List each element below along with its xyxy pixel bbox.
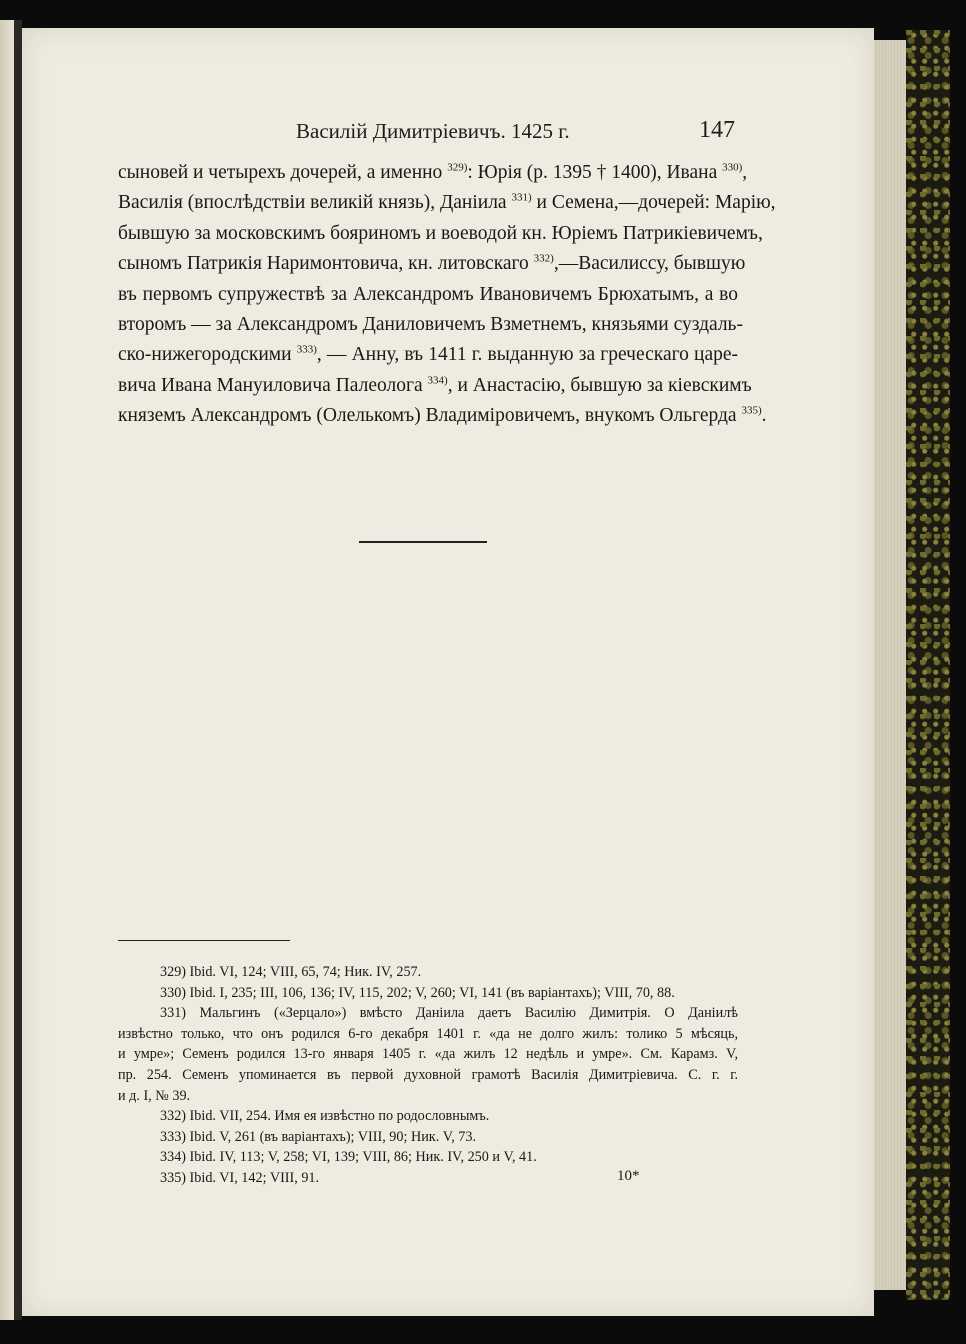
section-separator-rule xyxy=(359,541,487,543)
body-line: вича Ивана Мануиловича Палеолога $^{334)}$, и Анастасію, бывшую за кіевскимъ xyxy=(118,374,752,396)
page-stack-edge xyxy=(872,40,908,1290)
body-line: въ первомъ супружествѣ за Александромъ Ивановичемъ Брюхатымъ, а во xyxy=(118,283,738,305)
footnote-ref: 335) xyxy=(741,404,762,417)
body-line: сыномъ Патрикія Наримонтовича, кн. литовскаго $^{332)}$,—Василиссу, бывшую xyxy=(118,252,746,275)
book-spine xyxy=(14,20,22,1320)
footnote-331-cont: и умре»; Семенъ родился 13-го января 1405 г. «да жилъ 12 недѣль и умре». См. Карамз. V, xyxy=(118,1046,738,1063)
footnote-ref: 334) xyxy=(427,374,448,387)
footnotes-block xyxy=(118,962,738,1189)
footnote-331-cont: извѣстно только, что онъ родился 6-го декабря 1401 г. «да не долго жилъ: толико 5 мѣсяць, xyxy=(118,1025,738,1042)
page-number: 147 xyxy=(699,117,735,143)
body-paragraph xyxy=(118,158,776,432)
footnote-ref: 332) xyxy=(533,252,554,265)
footnote-329: 329) Ibid. VI, 124; VIII, 65, 74; Ник. IV, 257. xyxy=(160,964,422,980)
footnote-335: 335) Ibid. VI, 142; VIII, 91. xyxy=(160,1169,320,1186)
footnote-333: 333) Ibid. V, 261 (въ варіантахъ); VIII, 90; Ник. V, 73. xyxy=(160,1128,477,1145)
printer-signature-mark: 10* xyxy=(617,1168,640,1184)
left-page-edge xyxy=(0,20,14,1320)
body-line: второмъ — за Александромъ Даниловичемъ Взметнемъ, князьями суздаль- xyxy=(118,314,743,336)
footnote-ref: 333) xyxy=(296,343,317,356)
body-line: княземъ Александромъ (Олелькомъ) Владиміровичемъ, внукомъ Ольгерда $^{335)}$. xyxy=(118,404,767,427)
running-header-title: Василій Димитріевичъ. 1425 г. xyxy=(296,119,570,143)
marbled-cover-board xyxy=(906,30,950,1300)
footnote-ref: 330) xyxy=(722,161,743,174)
footnote-330: 330) Ibid. I, 235; III, 106, 136; IV, 115, 202; V, 260; VI, 141 (въ варіантахъ); VIII, 70, 88. xyxy=(160,984,675,1001)
footnote-332: 332) Ibid. VII, 254. Имя ея извѣстно по родословнымъ. xyxy=(160,1108,490,1125)
body-line: ско-нижегородскими $^{333)}$, — Анну, въ 1411 г. выданную за греческаго царе- xyxy=(118,343,738,366)
footnote-331-cont: пр. 254. Семенъ упоминается въ первой духовной грамотѣ Василія Димитріевича. С. г. г. xyxy=(118,1066,738,1083)
footnote-331-cont: и д. I, № 39. xyxy=(118,1087,191,1104)
footnote-ref: 331) xyxy=(511,191,532,204)
body-line: бывшую за московскимъ бояриномъ и воеводой кн. Юріемъ Патрикіевичемъ, xyxy=(118,222,763,244)
body-line: Василія (впослѣдствіи великій князь), Даніила $^{331)}$ и Семена,—дочерей: Марію, xyxy=(118,191,776,214)
footnote-331: 331) Мальгинъ («Зерцало») вмѣсто Даніила даетъ Василію Димитрія. О Даніилѣ xyxy=(160,1005,738,1022)
body-line: сыновей и четырехъ дочерей, а именно $^{329)}$: Юрія (р. 1395 † 1400), Ивана $^{330)}$, xyxy=(118,161,748,183)
footnote-rule xyxy=(118,940,290,941)
footnote-ref: 329) xyxy=(447,161,468,174)
footnote-334: 334) Ibid. IV, 113; V, 258; VI, 139; VIII, 86; Ник. IV, 250 и V, 41. xyxy=(160,1149,537,1166)
